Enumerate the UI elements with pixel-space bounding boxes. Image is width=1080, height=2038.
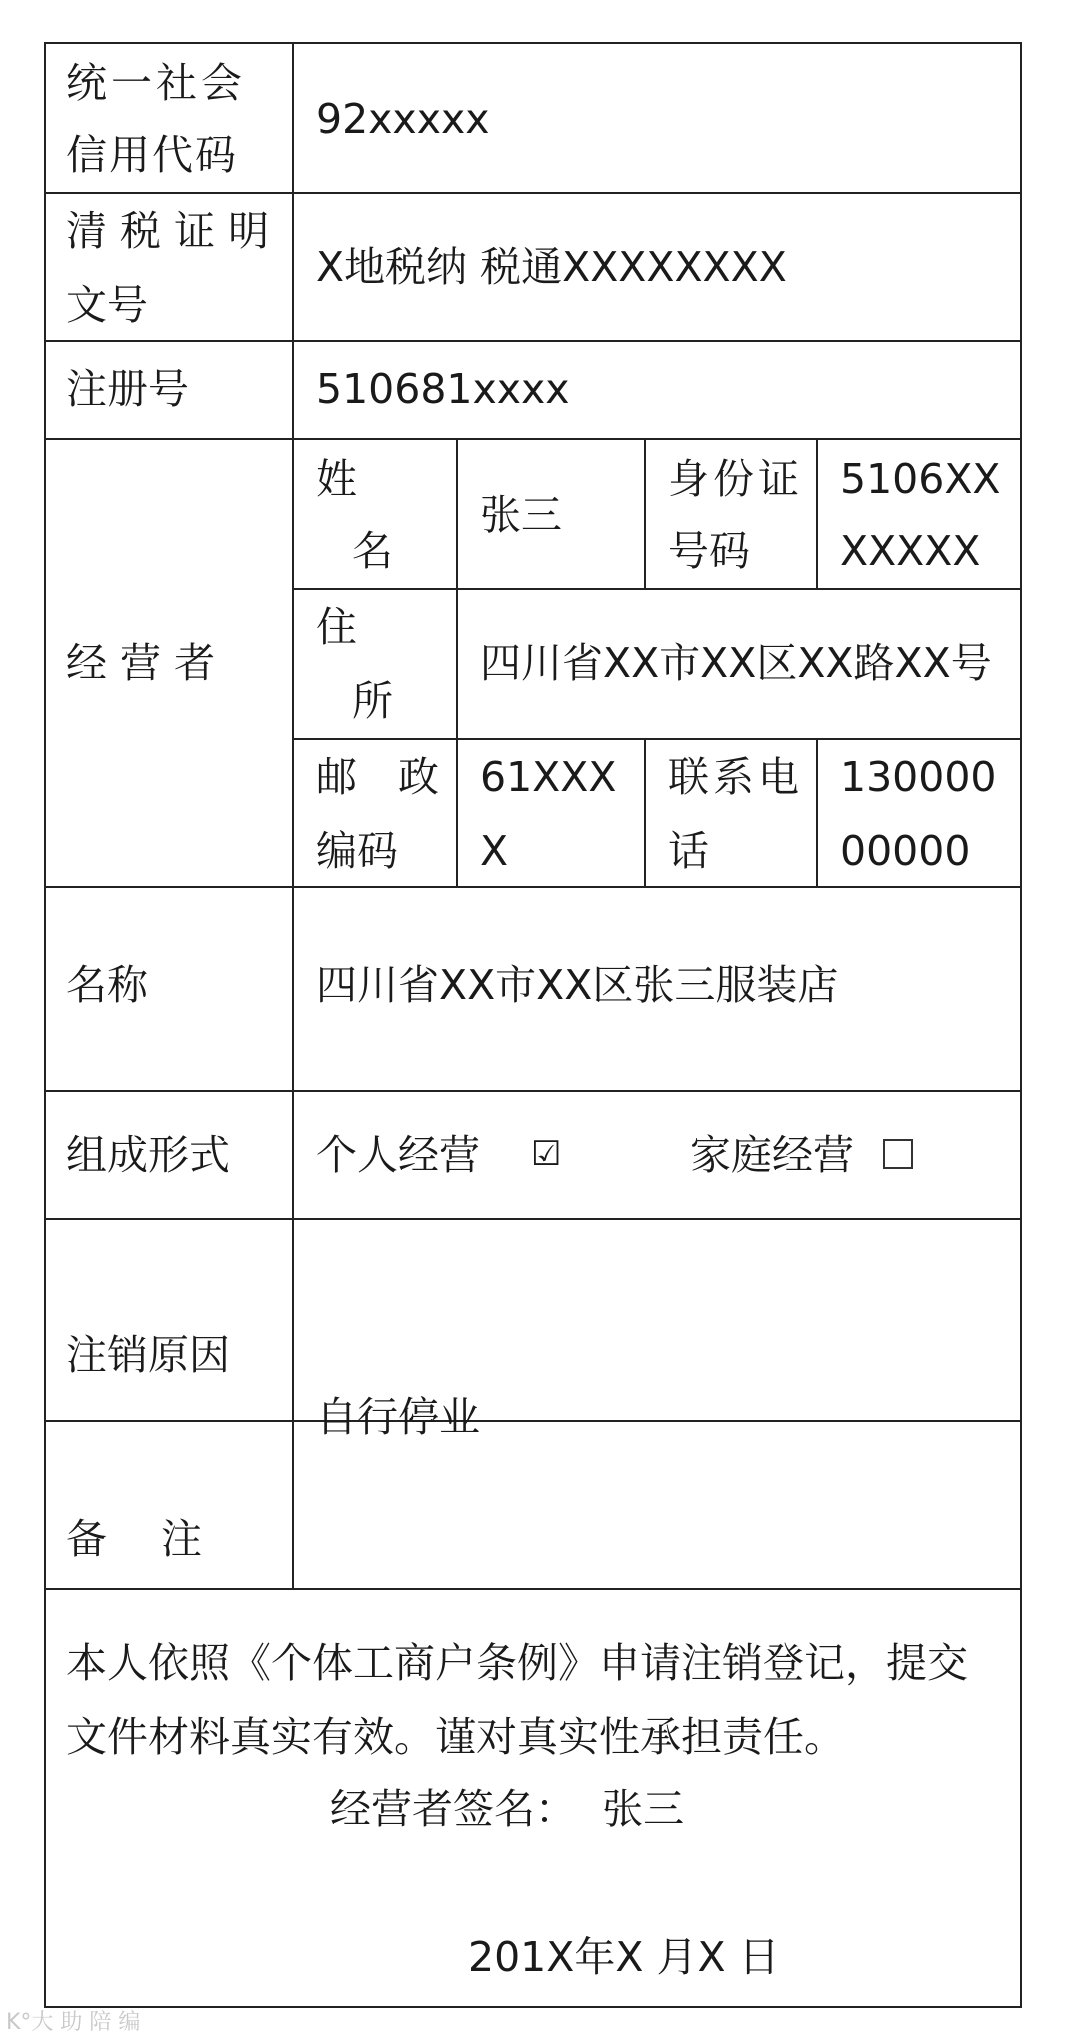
signature-date: 201X年X 月X 日 <box>468 1933 780 1981</box>
phone-label: 联系电 <box>668 753 803 801</box>
option-individual-label: 个人经营 <box>316 1131 480 1179</box>
declaration-text: 文件材料真实有效。谨对真实性承担责任。 <box>66 1713 845 1761</box>
cancel-reason-label: 注销原因 <box>66 1331 230 1379</box>
reg-no-value: 510681xxxx <box>316 365 570 413</box>
watermark: K°大 助 陪 编 <box>6 2010 141 2035</box>
row-divider <box>46 340 1020 342</box>
address-label: 所 <box>352 677 393 725</box>
row-divider <box>46 438 1020 440</box>
column-divider <box>816 438 818 588</box>
row-divider <box>46 1588 1020 1590</box>
id-number-value: XXXXX <box>840 527 981 575</box>
column-divider <box>644 438 646 588</box>
column-divider <box>644 738 646 886</box>
postcode-label: 编码 <box>316 827 398 875</box>
row-divider <box>294 588 1020 590</box>
credit-code-label: 统一社会 <box>66 59 246 107</box>
family-checkbox[interactable] <box>883 1139 913 1169</box>
row-divider <box>46 1218 1020 1220</box>
row-divider <box>46 1420 1020 1422</box>
column-divider <box>456 588 458 738</box>
phone-value: 00000 <box>840 827 971 875</box>
phone-value: 130000 <box>840 753 997 801</box>
tax-cert-label: 清 税 证 明 <box>66 207 270 255</box>
row-divider <box>46 1090 1020 1092</box>
tax-cert-value: X地税纳 税通XXXXXXXX <box>316 243 787 291</box>
org-form-label: 组成形式 <box>66 1131 230 1179</box>
shop-name-value: 四川省XX市XX区张三服装店 <box>316 961 839 1009</box>
credit-code-value: 92xxxxx <box>316 95 490 143</box>
name-label: 姓 <box>316 455 357 503</box>
postcode-value: X <box>480 827 509 875</box>
phone-label: 话 <box>668 827 709 875</box>
shop-name-label: 名称 <box>66 961 148 1009</box>
declaration-text: 本人依照《个体工商户条例》申请注销登记，提交 <box>66 1639 968 1687</box>
postcode-label: 邮 政 <box>316 753 439 801</box>
credit-code-label: 信用代码 <box>66 131 238 179</box>
cancel-reason-value: 自行停业 <box>316 1393 480 1441</box>
remarks-label: 备 注 <box>66 1515 203 1563</box>
signature-line: 经营者签名： 张三 <box>330 1785 685 1833</box>
operator-label: 经 营 者 <box>66 639 216 687</box>
address-value: 四川省XX市XX区XX路XX号 <box>480 639 992 687</box>
postcode-value: 61XXX <box>480 753 617 801</box>
operator-name-value: 张三 <box>480 491 562 539</box>
deregistration-form <box>44 42 1022 2008</box>
column-divider <box>816 738 818 886</box>
address-label: 住 <box>316 603 357 651</box>
column-divider <box>292 44 294 1588</box>
individual-checkbox[interactable]: ☑ <box>531 1134 562 1174</box>
reg-no-label: 注册号 <box>66 365 189 413</box>
name-label: 名 <box>352 527 393 575</box>
id-label: 号码 <box>668 527 750 575</box>
column-divider <box>456 438 458 588</box>
column-divider <box>456 738 458 886</box>
id-label: 身份证 <box>668 455 803 503</box>
id-number-value: 5106XX <box>840 455 1001 503</box>
option-family-label: 家庭经营 <box>690 1131 854 1179</box>
tax-cert-label: 文号 <box>66 281 148 329</box>
org-form-individual <box>316 1118 562 1192</box>
org-form-family <box>690 1118 913 1192</box>
